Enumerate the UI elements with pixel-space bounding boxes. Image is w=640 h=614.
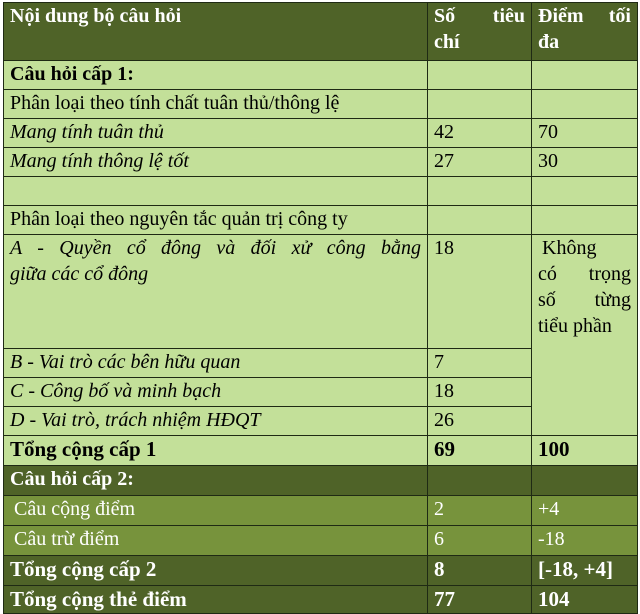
- header-criteria-count: Số tiêu chí: [428, 3, 532, 61]
- minus-question-max: -18: [532, 526, 638, 556]
- level2-total-count: 8: [428, 556, 532, 586]
- minus-question-count: 6: [428, 526, 532, 556]
- compliance-max: 70: [532, 119, 638, 148]
- good-practice-label: Mang tính thông lệ tốt: [4, 148, 428, 177]
- level1-total-row: [4, 436, 638, 466]
- group2-title-row: [4, 206, 638, 235]
- group1-title: Phân loại theo tính chất tuân thủ/thông lệ: [4, 90, 428, 119]
- table-row: [4, 526, 638, 556]
- good-practice-max: 30: [532, 148, 638, 177]
- plus-question-max: +4: [532, 496, 638, 526]
- grand-total-max: 104: [532, 586, 638, 614]
- table-row: [4, 235, 638, 349]
- grand-total-count: 77: [428, 586, 532, 614]
- principle-b-count: 7: [428, 349, 532, 378]
- principle-a-count: 18: [428, 235, 532, 349]
- principle-d-count: 26: [428, 407, 532, 436]
- plus-question-label: Câu cộng điểm: [4, 496, 428, 526]
- group1-title-row: [4, 90, 638, 119]
- scorecard-table: [3, 2, 638, 614]
- level2-title: Câu hỏi cấp 2:: [4, 466, 428, 496]
- header-max-score: Điểm tối đa: [532, 3, 638, 61]
- weight-note: Không có trọng số từng tiểu phần: [532, 235, 638, 436]
- table-row: [4, 496, 638, 526]
- group2-title: Phân loại theo nguyên tắc quản trị công ty: [4, 206, 428, 235]
- minus-question-label: Câu trừ điểm: [4, 526, 428, 556]
- level1-total-max: 100: [532, 436, 638, 466]
- level1-title: Câu hỏi cấp 1:: [4, 61, 428, 90]
- spacer-row: [4, 177, 638, 206]
- principle-c-count: 18: [428, 378, 532, 407]
- principle-c-label: C - Công bố và minh bạch: [4, 378, 428, 407]
- compliance-count: 42: [428, 119, 532, 148]
- principle-b-label: B - Vai trò các bên hữu quan: [4, 349, 428, 378]
- grand-total-label: Tổng cộng thẻ điểm: [4, 586, 428, 614]
- header-content: Nội dung bộ câu hỏi: [4, 3, 428, 61]
- level2-total-row: [4, 556, 638, 586]
- table-row: [4, 119, 638, 148]
- level1-title-row: [4, 61, 638, 90]
- compliance-label: Mang tính tuân thủ: [4, 119, 428, 148]
- table-row: [4, 148, 638, 177]
- good-practice-count: 27: [428, 148, 532, 177]
- level1-total-count: 69: [428, 436, 532, 466]
- level2-total-max: [-18, +4]: [532, 556, 638, 586]
- level2-title-row: [4, 466, 638, 496]
- principle-a-label: A - Quyền cổ đông và đối xử công bằng giữa các cổ đông: [4, 235, 428, 349]
- table-header-row: [4, 3, 638, 61]
- plus-question-count: 2: [428, 496, 532, 526]
- level2-total-label: Tổng cộng cấp 2: [4, 556, 428, 586]
- level1-total-label: Tổng cộng cấp 1: [4, 436, 428, 466]
- grand-total-row: [4, 586, 638, 614]
- principle-d-label: D - Vai trò, trách nhiệm HĐQT: [4, 407, 428, 436]
